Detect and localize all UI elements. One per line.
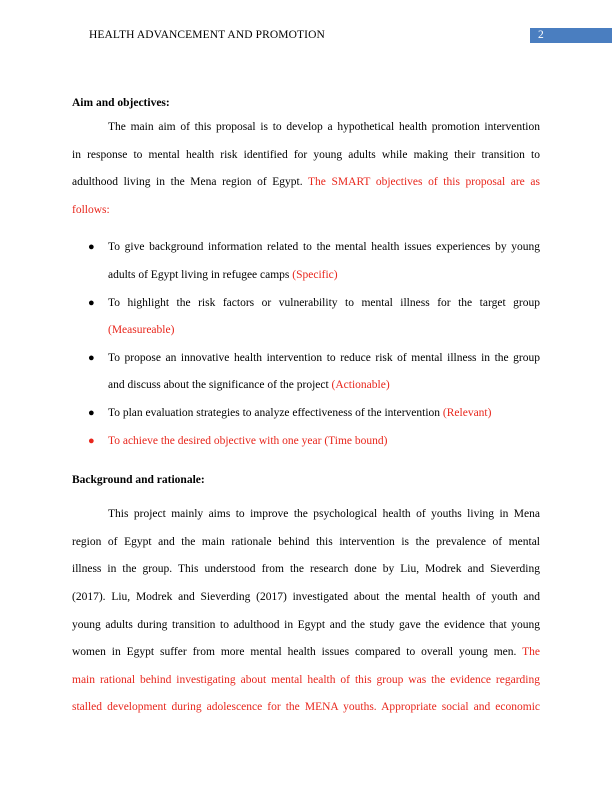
text-line: region of Egypt and the main rationale behind this intervention is the prevalence of mental: [72, 535, 540, 548]
running-header: HEALTH ADVANCEMENT AND PROMOTION: [89, 29, 325, 41]
text-line: women in Egypt suffer from more mental health issues compared to overall young men. The: [72, 646, 540, 659]
text-line: To give background information related to the mental health issues experiences by young: [108, 241, 540, 254]
list-item: [72, 234, 540, 289]
objectives-list: [72, 234, 540, 455]
text-line: To achieve the desired objective with one year (Time bound): [108, 434, 388, 447]
text-line: (Measureable): [108, 324, 175, 337]
bullet-icon: ●: [88, 351, 95, 364]
list-item: [72, 345, 540, 400]
list-item: [72, 400, 540, 428]
section-heading-background: Background and rationale:: [72, 474, 205, 487]
bullet-icon: ●: [88, 406, 95, 419]
text-line: main rational behind investigating about mental health of this group was the evidence regarding: [72, 673, 540, 686]
background-paragraph: [72, 501, 540, 722]
text-line: adults of Egypt living in refugee camps (Specific): [108, 268, 338, 281]
text-line: follows:: [72, 203, 110, 216]
list-item: [72, 428, 540, 456]
aim-paragraph: [72, 114, 540, 224]
text-line: in response to mental health risk identified for young adults while making their transition to: [72, 148, 540, 161]
text-line: adulthood living in the Mena region of Egypt. The SMART objectives of this proposal are as: [72, 176, 540, 189]
text-line: To highlight the risk factors or vulnerability to mental illness for the target group: [108, 296, 540, 309]
bullet-icon: ●: [88, 296, 95, 309]
text-line: illness in the group. This understood from the research done by Liu, Modrek and Sieverding: [72, 563, 540, 576]
text-line: To plan evaluation strategies to analyze effectiveness of the intervention (Relevant): [108, 406, 492, 419]
text-line: The main aim of this proposal is to develop a hypothetical health promotion intervention: [108, 121, 540, 133]
bullet-icon: ●: [88, 434, 95, 447]
bullet-icon: ●: [88, 241, 95, 254]
page-number: 2: [530, 28, 612, 43]
text-line: young adults during transition to adulthood in Egypt and the study gave the evidence that young: [72, 618, 540, 631]
text-line: and discuss about the significance of the project (Actionable): [108, 379, 390, 392]
text-line: This project mainly aims to improve the psychological health of youths living in Mena: [108, 508, 540, 521]
section-heading-aim: Aim and objectives:: [72, 97, 170, 109]
text-line: (2017). Liu, Modrek and Sieverding (2017) investigated about the mental health of youth and: [72, 590, 540, 603]
document-body: [72, 92, 540, 722]
text-line: stalled development during adolescence for the MENA youths. Appropriate social and economic: [72, 701, 540, 714]
list-item: [72, 290, 540, 345]
text-line: To propose an innovative health intervention to reduce risk of mental illness in the group: [108, 351, 540, 364]
